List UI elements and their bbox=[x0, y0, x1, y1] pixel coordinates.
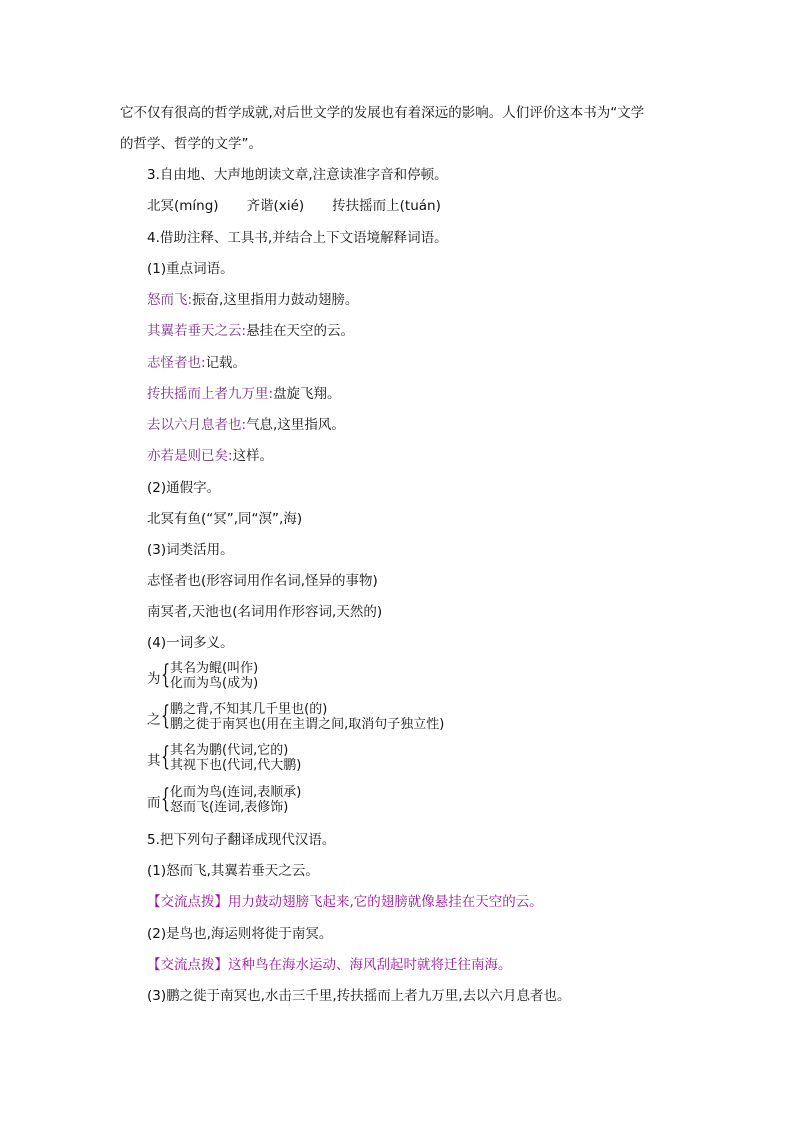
definition: 气息,这里指风。 bbox=[246, 417, 345, 433]
translation-answer: 【交流点拨】用力鼓动翅膀飞起来,它的翅膀就像悬挂在天空的云。 bbox=[147, 894, 543, 910]
definition: 这样。 bbox=[232, 448, 274, 464]
brace-icon: { bbox=[161, 660, 171, 690]
term-definition bbox=[147, 416, 345, 434]
definition: 记载。 bbox=[205, 355, 247, 371]
sub-heading-yiduo: (4)一词多义。 bbox=[147, 635, 234, 651]
brace-icon: { bbox=[161, 701, 171, 731]
translation-question: (1)怒而飞,其翼若垂天之云。 bbox=[147, 863, 319, 879]
polysemy-char: 其 bbox=[147, 753, 161, 769]
term: 其翼若垂天之云: bbox=[147, 323, 247, 339]
term: 亦若是则已矣: bbox=[147, 448, 233, 464]
pronunciation-3: 抟扶摇而上(tuán) bbox=[332, 198, 441, 214]
term-definition bbox=[147, 322, 354, 340]
pronunciation-1: 北冥(míng) bbox=[147, 198, 219, 214]
polysemy-char: 而 bbox=[147, 795, 161, 811]
pronunciation-2: 齐谐(xié) bbox=[246, 198, 305, 214]
polysemy-sense: 鹏之背,不知其几千里也(的) bbox=[170, 702, 328, 717]
polysemy-sense: 其视下也(代词,代大鹏) bbox=[170, 758, 302, 773]
translation-answer: 【交流点拨】这种鸟在海水运动、海风刮起时就将迁往南海。 bbox=[147, 957, 512, 973]
tongjia-example: 北冥有鱼(“冥”,同“溟”,海) bbox=[147, 511, 303, 527]
huoyong-example: 南冥者,天池也(名词用作形容词,天然的) bbox=[147, 604, 383, 620]
polysemy-sense: 化而为鸟(成为) bbox=[170, 676, 259, 691]
sub-heading-huoyong: (3)词类活用。 bbox=[147, 542, 234, 558]
pronunciation-line bbox=[147, 197, 441, 215]
term-definition bbox=[147, 447, 273, 465]
polysemy-sense: 其名为鹏(代词,它的) bbox=[170, 743, 289, 758]
definition: 振奋,这里指用力鼓动翅膀。 bbox=[192, 292, 359, 308]
definition: 盘旋飞翔。 bbox=[273, 386, 341, 402]
translation-question: (3)鹏之徙于南冥也,水击三千里,抟扶摇而上者九万里,去以六月息者也。 bbox=[147, 988, 571, 1004]
sub-heading-key-words: (1)重点词语。 bbox=[147, 261, 234, 277]
term: 抟扶摇而上者九万里: bbox=[147, 386, 274, 402]
definition: 悬挂在天空的云。 bbox=[246, 323, 355, 339]
term: 去以六月息者也: bbox=[147, 417, 247, 433]
polysemy-sense: 怒而飞(连词,表修饰) bbox=[170, 800, 289, 815]
polysemy-char: 为 bbox=[147, 671, 161, 687]
term-definition bbox=[147, 385, 341, 403]
translation-question: (2)是鸟也,海运则将徙于南冥。 bbox=[147, 926, 333, 942]
term-definition bbox=[147, 354, 246, 372]
term: 志怪者也: bbox=[147, 355, 206, 371]
brace-icon: { bbox=[161, 784, 171, 814]
section-5-heading: 5.把下列句子翻译成现代汉语。 bbox=[147, 832, 336, 848]
intro-line-2: 的哲学、哲学的文学”。 bbox=[120, 136, 262, 152]
polysemy-sense: 其名为鲲(叫作) bbox=[170, 661, 259, 676]
intro-line-1: 它不仅有很高的哲学成就,对后世文学的发展也有着深远的影响。人们评价这本书为“文学 bbox=[120, 105, 645, 121]
brace-icon: { bbox=[161, 742, 171, 772]
polysemy-sense: 化而为鸟(连词,表顺承) bbox=[170, 785, 302, 800]
polysemy-char: 之 bbox=[147, 712, 161, 728]
section-3-heading: 3.自由地、大声地朗读文章,注意读准字音和停顿。 bbox=[147, 167, 448, 183]
term-definition bbox=[147, 291, 358, 309]
section-4-heading: 4.借助注释、工具书,并结合上下文语境解释词语。 bbox=[147, 230, 448, 246]
huoyong-example: 志怪者也(形容词用作名词,怪异的事物) bbox=[147, 573, 378, 589]
polysemy-sense: 鹏之徙于南冥也(用在主谓之间,取消句子独立性) bbox=[170, 717, 445, 732]
term: 怒而飞: bbox=[147, 292, 193, 308]
sub-heading-tongjia: (2)通假字。 bbox=[147, 480, 221, 496]
